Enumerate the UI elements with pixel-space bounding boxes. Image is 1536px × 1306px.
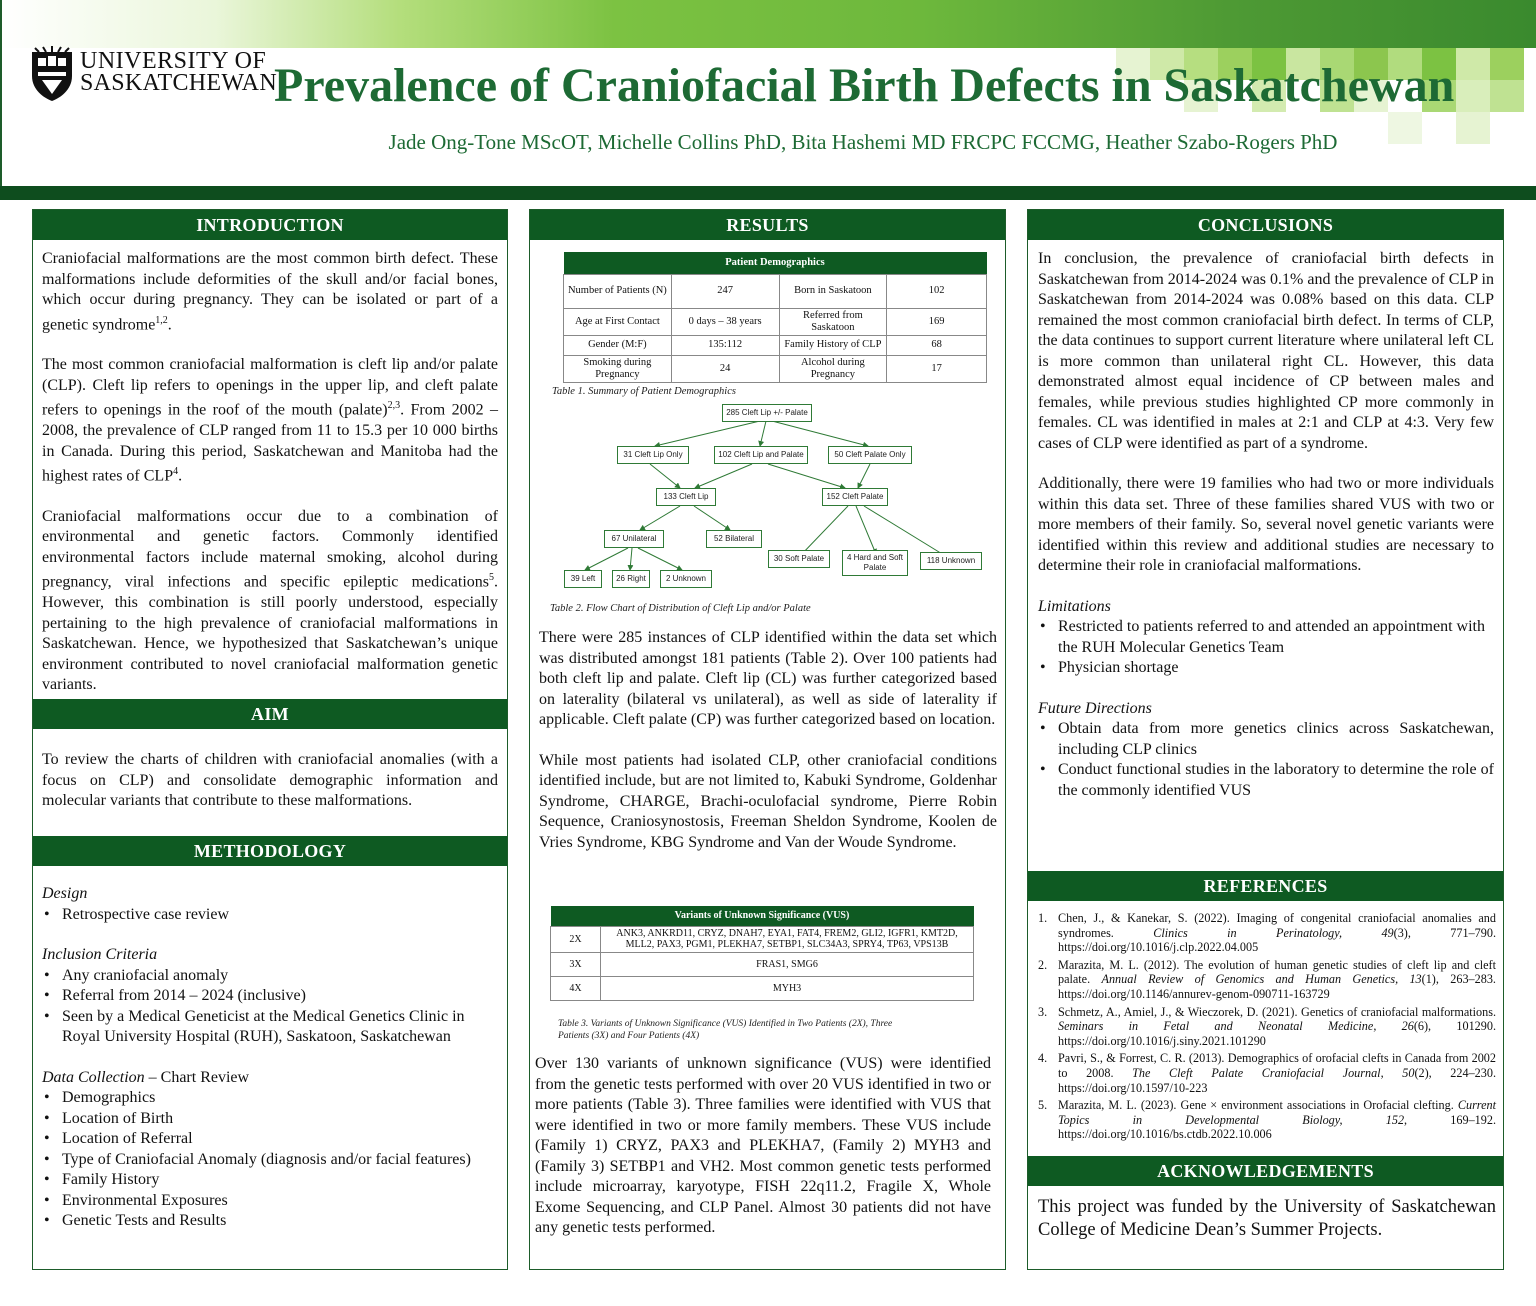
- limitations-label: Limitations: [1038, 597, 1111, 615]
- table-cell: 135:112: [671, 335, 779, 355]
- flow-node-hard-and-soft-palate: 4 Hard and Soft Palate: [842, 550, 908, 576]
- flow-node-soft-palate: 30 Soft Palate: [768, 550, 830, 568]
- list-item: • Location of Referral: [42, 1129, 498, 1150]
- table-cell: ANK3, ANKRD11, CRYZ, DNAH7, EYA1, FAT4, FREM2, GLI2, IGFR1, KMT2D, MLL2, PAX3, PGM1, PLEKHA7, SETBP1, SLC34A3, SPRY4, TP63, VPS13B: [601, 926, 974, 952]
- introduction-paragraph-2: The most common craniofacial malformation is cleft lip and/or palate (CLP). Cleft lip refers to openings in the upper lip, and cleft palate refers to openings in the roof of the mouth (palate)$^{2,3}$. From 2002 – 2008, the prevalence of CLP ranged from 11 to 15.3 per 10 000 births in Canada. During this period, Saskatchewan and Manitoba had the highest rates of CLP$^4$.: [42, 356, 498, 485]
- flow-node-bilateral: 52 Bilateral: [706, 530, 762, 548]
- flow-node-cleft-lip: 133 Cleft Lip: [656, 488, 716, 506]
- list-item: • Seen by a Medical Geneticist at the Medical Genetics Clinic in Royal University Hospital (RUH), Saskatoon, Saskatchewan: [42, 1007, 498, 1048]
- table-cell: Number of Patients (N): [564, 274, 672, 308]
- column-right: [1027, 209, 1504, 1270]
- flow-node-root: 285 Cleft Lip +/- Palate: [722, 404, 812, 422]
- table-cell: 169: [887, 308, 987, 335]
- table-cell: FRAS1, SMG6: [601, 952, 974, 976]
- introduction-heading: INTRODUCTION: [33, 210, 507, 240]
- list-item: • Environmental Exposures: [42, 1191, 498, 1212]
- university-name-line1: UNIVERSITY OF: [80, 48, 267, 74]
- introduction-paragraph-3: Craniofacial malformations occur due to a combination of environmental and genetic factors. Commonly identified environmental factors include maternal smoking, alcohol during pregnancy, viral infections and specific epileptic medications$^5$. However, this combination is still poorly understood, especially pertaining to the high prevalence of craniofacial malformations in Saskatchewan. Hence, we hypothesized that Saskatchewan’s unique environment contributed to novel craniofacial malformation genetic variants.: [42, 507, 498, 694]
- future-directions-list: [1038, 719, 1494, 801]
- table-cell: Gender (M:F): [564, 335, 672, 355]
- conclusions-heading: CONCLUSIONS: [1028, 210, 1503, 240]
- limitations-list: [1038, 617, 1494, 679]
- results-body-top: [539, 628, 997, 853]
- table-cell: Family History of CLP: [779, 335, 887, 355]
- list-item: • Referral from 2014 – 2024 (inclusive): [42, 986, 498, 1007]
- vus-table: [550, 906, 974, 1001]
- table-cell: 68: [887, 335, 987, 355]
- data-collection-list: [42, 1088, 498, 1232]
- poster-authors: Jade Ong-Tone MScOT, Michelle Collins PhD, Bita Hashemi MD FRCPC FCCMG, Heather Szabo-Rogers PhD: [388, 130, 1338, 154]
- table-cell: Born in Saskatoon: [779, 274, 887, 308]
- table-cell: 4X: [551, 976, 601, 1000]
- table1-caption: Table 1. Summary of Patient Demographics: [552, 386, 736, 397]
- reference-item: 3. Schmetz, A., Amiel, J., & Wieczorek, D. (2021). Genetics of craniofacial malformations. Seminars in Fetal and Neonatal Medicine, 26(6), 101290. https://doi.org/10.1016/j.siny.2021.101290: [1038, 1004, 1496, 1048]
- vus-table-title: Variants of Unknown Significance (VUS): [551, 906, 974, 926]
- poster-title: Prevalence of Craniofacial Birth Defects in Saskatchewan: [274, 59, 1455, 112]
- inclusion-label: Inclusion Criteria: [42, 946, 158, 963]
- university-crest-icon: [30, 46, 74, 102]
- flow-node-cleft-lip-only: 31 Cleft Lip Only: [617, 446, 689, 464]
- demographics-table: [563, 252, 987, 383]
- demographics-table-title: Patient Demographics: [564, 252, 987, 274]
- list-item: • Physician shortage: [1038, 658, 1494, 679]
- reference-item: 5. Marazita, M. L. (2023). Gene × environment associations in Orofacial clefting. Current Topics in Developmental Biology, 152, 169–192. https://doi.org/10.1016/bs.ctdb.2022.10.006: [1038, 1098, 1497, 1142]
- list-item: • Family History: [42, 1170, 498, 1191]
- table-cell: 24: [671, 355, 779, 382]
- references-heading: REFERENCES: [1028, 871, 1503, 901]
- results-paragraph-3: Over 130 variants of unknown significance (VUS) were identified from the genetic tests performed with over 20 VUS identified in two or more patients (Table 3). Three families were identified with VUS that were identified in two or more family members. These VUS include (Family 1) CRYZ, PAX3 and PLEKHA7, (Family 2) MYH3 and (Family 3) SETBP1 and VH2. Most common genetic tests performed include microarray, karyotype, FISH 22q11.2, Fragile X, Whole Exome Sequencing, and CLP Panel. Almost 30 patients did not have any genetic tests performed.: [535, 1055, 991, 1236]
- list-item: • Retrospective case review: [42, 905, 498, 926]
- table-cell: 3X: [551, 952, 601, 976]
- list-item: • Any craniofacial anomaly: [42, 966, 498, 987]
- table-cell: Alcohol during Pregnancy: [779, 355, 887, 382]
- acknowledgements-text: This project was funded by the University of Saskatchewan College of Medicine Dean’s Summer Projects.: [1038, 1197, 1496, 1240]
- list-item: • Location of Birth: [42, 1109, 498, 1130]
- reference-item: 4. Pavri, S., & Forrest, C. R. (2013). Demographics of orofacial clefts in Canada from 2002 to 2008. The Cleft Palate Craniofacial Journal, 50(2), 224–230. https://doi.org/10.1597/10-223: [1038, 1051, 1497, 1095]
- flow-node-cleft-palate: 152 Cleft Palate: [822, 488, 888, 506]
- table-cell: MYH3: [601, 976, 974, 1000]
- data-collection-label: Data Collection – Chart Review: [42, 1068, 250, 1086]
- flow-node-cleft-palate-only: 50 Cleft Palate Only: [828, 446, 912, 464]
- university-name-line2: SASKATCHEWAN: [80, 70, 277, 96]
- list-item: • Demographics: [42, 1088, 498, 1109]
- table-cell: 102: [887, 274, 987, 308]
- introduction-body: [33, 240, 507, 700]
- methodology-heading: METHODOLOGY: [33, 836, 507, 866]
- future-directions-label: Future Directions: [1038, 699, 1152, 717]
- cleft-flowchart: [530, 400, 1005, 600]
- conclusions-paragraph-2: Additionally, there were 19 families who had two or more individuals within this data set. Three of these families shared VUS with two or more members of their family. So, several novel genetic variants were identified within this review and additional studies are necessary to determine their role in craniofacial malformations.: [1038, 475, 1494, 574]
- table-cell: Age at First Contact: [564, 308, 672, 335]
- flow-node-right: 26 Right: [612, 570, 650, 588]
- introduction-paragraph-1: Craniofacial malformations are the most common birth defect. These malformations include deformities of the skull and/or facial bones, which occur during pregnancy. They can be isolated or part of a genetic syndrome$^{1,2}$.: [42, 250, 498, 333]
- results-paragraph-2: While most patients had isolated CLP, other craniofacial conditions identified include, but are not limited to, Kabuki Syndrome, Goldenhar Syndrome, CHARGE, Brachi-oculofacial syndrome, Pierre Robin Sequence, Craniosynostosis, Freeman Sheldon Syndrome, Koolen de Vries Syndrome, KBG Syndrome and Van der Woude Syndrome.: [539, 751, 997, 851]
- reference-item: 1. Chen, J., & Kanekar, S. (2022). Imaging of congenital craniofacial anomalies and syndromes. Clinics in Perinatology, 49(3), 771–790. https://doi.org/10.1016/j.clp.2022.04.005: [1038, 911, 1496, 955]
- design-list: [42, 905, 498, 926]
- table-cell: Smoking during Pregnancy: [564, 355, 672, 382]
- references-list: [1038, 911, 1496, 1145]
- list-item: • Type of Craniofacial Anomaly (diagnosis and/or facial features): [42, 1150, 498, 1171]
- flow-node-cleft-lip-and-palate: 102 Cleft Lip and Palate: [714, 446, 808, 464]
- conclusions-paragraph-1: In conclusion, the prevalence of craniofacial birth defects in Saskatchewan from 2014-2024 was 0.1% and the prevalence of CLP in Saskatchewan from 2014-2024 was 0.08% based on this data. CLP remained the most common craniofacial birth defect. In terms of CLP, the data continues to support current literature where unilateral left CL is more common than unilateral right CL. However, this data demonstrated almost equal incidence of CP between males and females, while previous studies highlighted CP more commonly in females. CL was identified in males at 2:1 and CLP at 4:3. Very few cases of CLP were identified as part of a syndrome.: [1038, 250, 1494, 452]
- university-logo: [30, 46, 277, 102]
- list-item: • Conduct functional studies in the laboratory to determine the role of the commonly identified VUS: [1038, 760, 1494, 801]
- table2-caption: Table 2. Flow Chart of Distribution of Cleft Lip and/or Palate: [550, 603, 811, 614]
- design-label: Design: [42, 885, 88, 902]
- methodology-body: [42, 884, 498, 1232]
- flow-node-palate-unknown: 118 Unknown: [920, 552, 982, 570]
- results-paragraph-1: There were 285 instances of CLP identified within the data set which was distributed amongst 181 patients (Table 2). Over 100 patients had both cleft lip and palate. Cleft lip (CL) was further categorized based on laterality (bilateral vs unilateral), as well as side of laterality if applicable. Cleft palate (CP) was further categorized based on location.: [539, 629, 997, 728]
- table-cell: 2X: [551, 926, 601, 952]
- table-cell: 247: [671, 274, 779, 308]
- table-cell: 17: [887, 355, 987, 382]
- aim-heading: AIM: [33, 699, 507, 729]
- reference-item: 2. Marazita, M. L. (2012). The evolution of human genetic studies of cleft lip and cleft palate. Annual Review of Genomics and Human Genetics, 13(1), 263–283. https://doi.org/10.1146/annurev-genom-090711-163729: [1038, 957, 1496, 1001]
- flow-node-left: 39 Left: [564, 570, 602, 588]
- list-item: • Obtain data from more genetics clinics across Saskatchewan, including CLP clinics: [1038, 719, 1494, 760]
- header-divider: [0, 186, 1536, 200]
- aim-text: To review the charts of children with craniofacial anomalies (with a focus on CLP) and consolidate demographic information and molecular variants that contribute to these malformations.: [42, 751, 498, 809]
- list-item: • Restricted to patients referred to and attended an appointment with the RUH Molecular Genetics Team: [1038, 617, 1494, 658]
- inclusion-list: [42, 966, 498, 1048]
- column-left: [32, 209, 508, 1270]
- conclusions-body: [1028, 240, 1503, 801]
- table-cell: Referred from Saskatoon: [779, 308, 887, 335]
- table-cell: 0 days – 38 years: [671, 308, 779, 335]
- acknowledgements-heading: ACKNOWLEDGEMENTS: [1028, 1156, 1503, 1186]
- list-item: • Genetic Tests and Results: [42, 1211, 498, 1232]
- column-middle: [529, 209, 1006, 1270]
- flow-node-unilateral: 67 Unilateral: [604, 530, 664, 548]
- flow-node-unknown-side: 2 Unknown: [660, 570, 712, 588]
- table3-caption: Table 3. Variants of Unknown Significance (VUS) Identified in Two Patients (2X), Three Patients (3X) and Four Patients (4X): [558, 1019, 893, 1041]
- results-heading: RESULTS: [530, 210, 1005, 240]
